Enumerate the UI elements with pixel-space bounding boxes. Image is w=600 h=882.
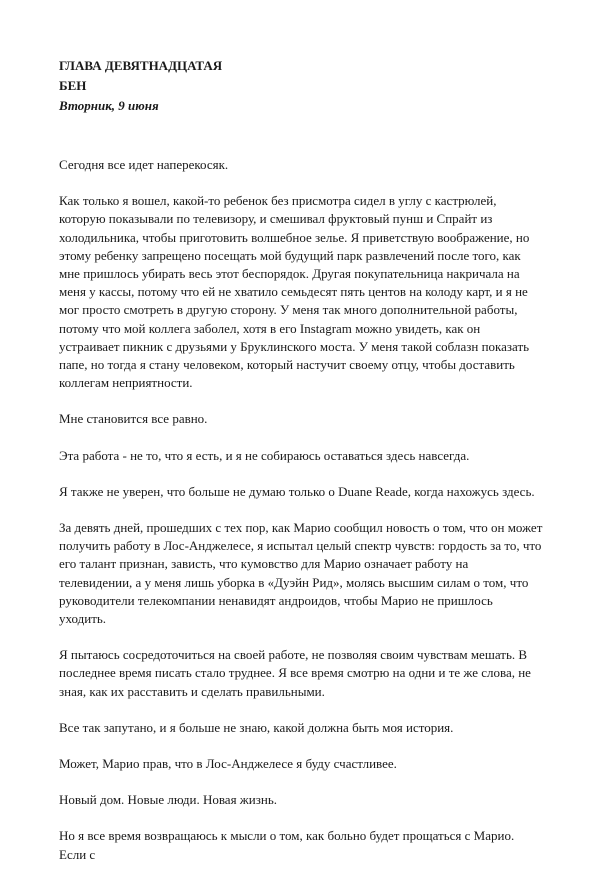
paragraph: Как только я вошел, какой-то ребенок без присмотра сидел в углу с кастрюлей, которую показывали по телевизору, и смешивал фруктовый пунш и Спрайт из холодильника, чтобы приготовить волшебное зелье. Я приветствую воображение, но этому ребенку запрещено посещать мой будущий парк развлечений после того, как мне пришлось убирать весь этот беспорядок. Другая покупательница накричала на меня у кассы, потому что ей не хватило семьдесят пять центов на колоду карт, и я не мог просто смотреть в другую сторону. У меня так много дополнительной работы, потому что мой коллега заболел, хотя в его Instagram можно увидеть, как он устраивает пикник с друзьями у Бруклинского моста. У меня такой соблазн показать папе, но тогда я стану человеком, который настучит своему отцу, чтобы доставить коллегам неприятности. — [59, 193, 530, 391]
paragraph: Я пытаюсь сосредоточиться на своей работе, не позволяя своим чувствам мешать. В последнее время писать стало труднее. Я все время смотрю на одни и те же слова, не зная, как их расставить и сделать правильными. — [59, 647, 531, 699]
paragraph: Мне становится все равно. — [59, 411, 208, 427]
paragraph: Может, Марио прав, что в Лос-Анджелесе я буду счастливее. — [59, 756, 397, 772]
chapter-title: ГЛАВА ДЕВЯТНАДЦАТАЯ — [59, 58, 223, 73]
chapter-date: Вторник, 9 июня — [59, 98, 159, 113]
chapter-narrator: БЕН — [59, 78, 87, 93]
paragraph: Сегодня все идет наперекосяк. — [59, 157, 229, 172]
document-page — [59, 56, 543, 882]
paragraph: Новый дом. Новые люди. Новая жизнь. — [59, 792, 278, 808]
paragraph: За девять дней, прошедших с тех пор, как Марио сообщил новость о том, что он может получить работу в Лос-Анджелесе, я испытал целый спектр чувств: гордость за то, что его талант признан, зависть, что кумовство для Марио означает работу на телевидении, а у меня лишь уборка в «Дуэйн Рид», молясь высшим силам о том, что руководители телекомпании ненавидят андроидов, чтобы Марио не пришлось уходить. — [59, 520, 543, 627]
paragraph: Но я все время возвращаюсь к мысли о том, как больно будет прощаться с Марио. Если с — [59, 828, 515, 862]
paragraph: Я также не уверен, что больше не думаю только о Duane Reade, когда нахожусь здесь. — [59, 483, 535, 499]
paragraph: Все так запутано, и я больше не знаю, какой должна быть моя история. — [59, 719, 454, 735]
paragraph: Эта работа - не то, что я есть, и я не собираюсь оставаться здесь навсегда. — [59, 447, 470, 463]
